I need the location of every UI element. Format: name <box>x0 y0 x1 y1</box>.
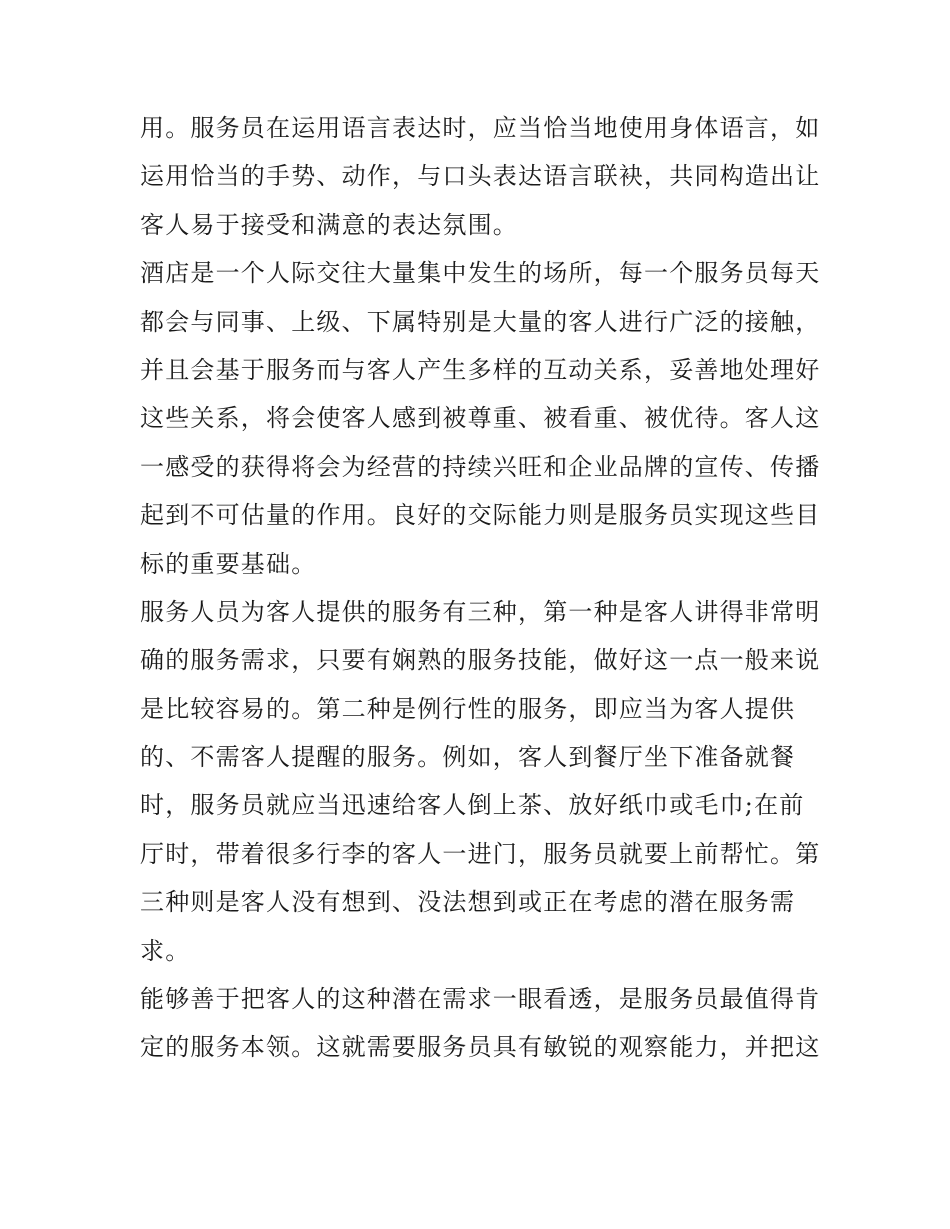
text-line: 求。 <box>140 936 191 965</box>
text-line: 服务人员为客人提供的服务有三种，第一种是客人讲得非常明 <box>140 597 821 626</box>
text-line: 定的服务本领。这就需要服务员具有敏锐的观察能力，并把这 <box>140 1033 821 1062</box>
text-line: 确的服务需求，只要有娴熟的服务技能，做好这一点一般来说 <box>140 646 821 675</box>
text-line: 运用恰当的手势、动作，与口头表达语言联袂，共同构造出让 <box>140 162 821 191</box>
body-text <box>140 104 820 1072</box>
text-line: 标的重要基础。 <box>140 549 317 578</box>
text-line: 时，服务员就应当迅速给客人倒上茶、放好纸巾或毛巾;在前 <box>140 791 805 820</box>
text-line: 一感受的获得将会为经营的持续兴旺和企业品牌的宣传、传播 <box>140 452 821 481</box>
text-line: 这些关系，将会使客人感到被尊重、被看重、被优待。客人这 <box>140 404 821 433</box>
text-line: 三种则是客人没有想到、没法想到或正在考虑的潜在服务需 <box>140 888 796 917</box>
text-line: 起到不可估量的作用。良好的交际能力则是服务员实现这些目 <box>140 501 821 530</box>
text-line: 能够善于把客人的这种潜在需求一眼看透，是服务员最值得肯 <box>140 985 821 1014</box>
text-line: 酒店是一个人际交往大量集中发生的场所，每一个服务员每天 <box>140 259 821 288</box>
text-line: 并且会基于服务而与客人产生多样的互动关系，妥善地处理好 <box>140 355 821 384</box>
text-line: 都会与同事、上级、下属特别是大量的客人进行广泛的接触， <box>140 307 821 336</box>
text-line: 是比较容易的。第二种是例行性的服务，即应当为客人提供 <box>140 694 796 723</box>
text-line: 的、不需客人提醒的服务。例如，客人到餐厅坐下准备就餐 <box>140 743 796 772</box>
text-line: 客人易于接受和满意的表达氛围。 <box>140 210 518 239</box>
text-line: 厅时，带着很多行李的客人一进门，服务员就要上前帮忙。第 <box>140 839 821 868</box>
text-line: 用。服务员在运用语言表达时，应当恰当地使用身体语言，如 <box>140 114 821 142</box>
